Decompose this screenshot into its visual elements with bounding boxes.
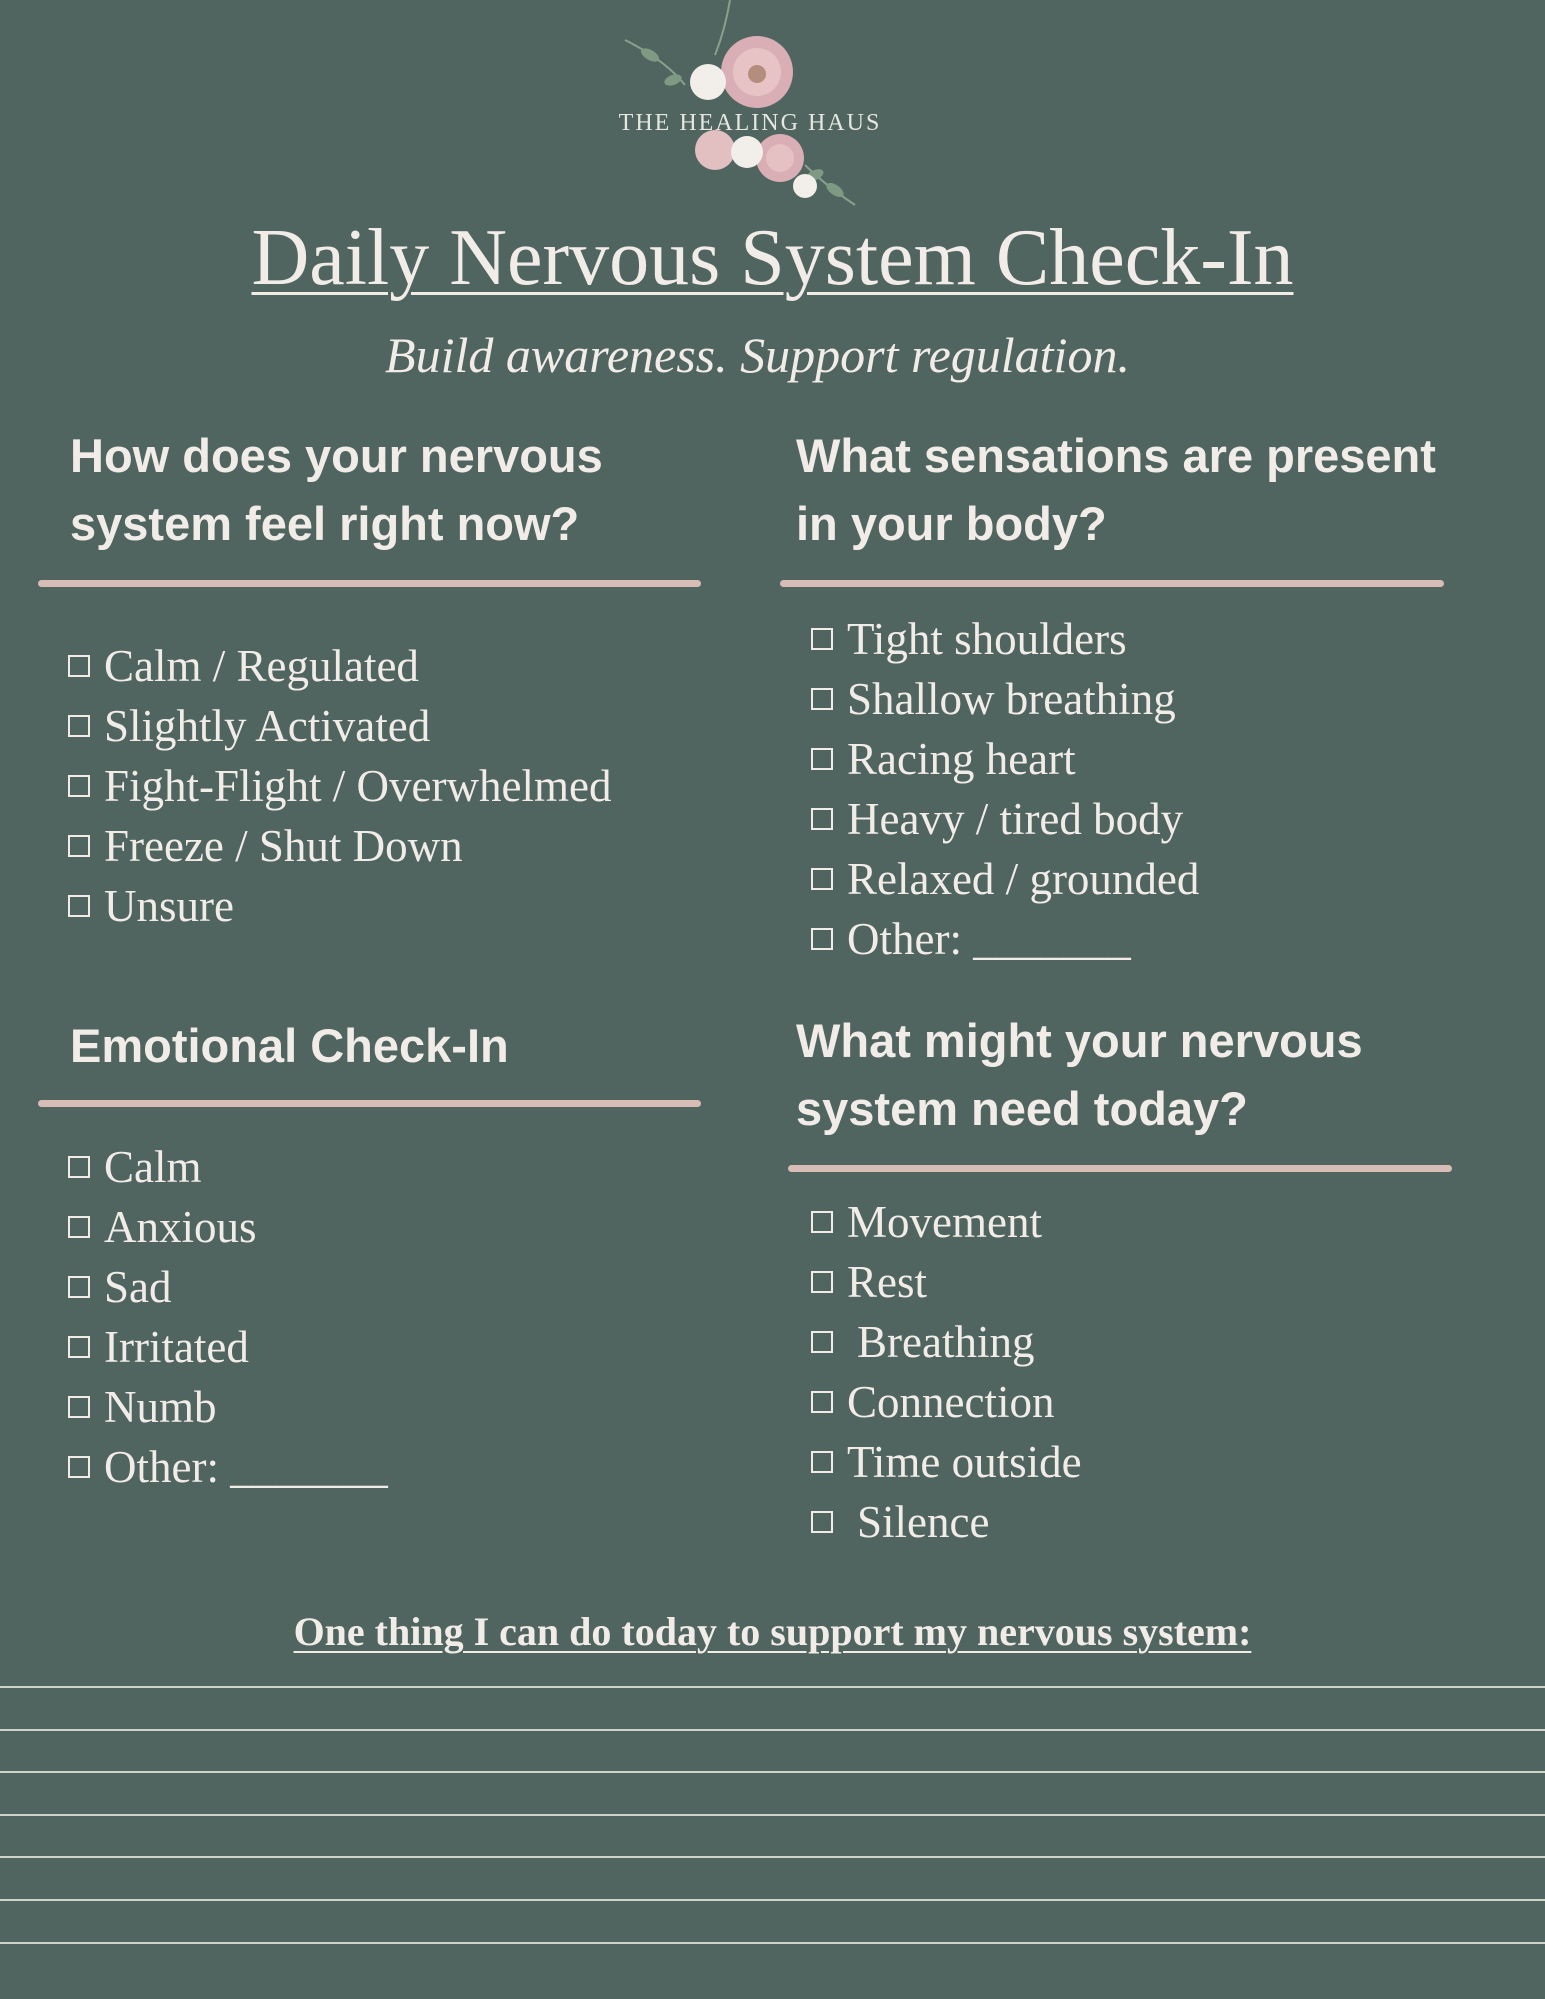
- checkbox-icon[interactable]: [811, 928, 833, 950]
- writing-line[interactable]: [0, 1771, 1545, 1773]
- checkbox-icon[interactable]: [68, 1456, 90, 1478]
- checkbox-item[interactable]: Sad: [66, 1257, 388, 1317]
- checkbox-item[interactable]: Unsure: [66, 876, 611, 936]
- checkbox-item[interactable]: Shallow breathing: [809, 669, 1199, 729]
- needs-heading: What might your nervous system need today?: [796, 1014, 1363, 1135]
- checkbox-icon[interactable]: [68, 1336, 90, 1358]
- checkbox-item[interactable]: Time outside: [809, 1432, 1082, 1492]
- checkbox-icon[interactable]: [68, 1276, 90, 1298]
- writing-line[interactable]: [0, 1729, 1545, 1731]
- checkbox-icon[interactable]: [68, 775, 90, 797]
- checkbox-item[interactable]: Movement: [809, 1192, 1082, 1252]
- brand-name: THE HEALING HAUS: [618, 110, 882, 136]
- needs-options: [809, 1192, 1082, 1552]
- checkbox-icon[interactable]: [68, 835, 90, 857]
- writing-line[interactable]: [0, 1942, 1545, 1944]
- checkbox-icon[interactable]: [811, 1451, 833, 1473]
- section-divider: [38, 580, 701, 587]
- checkbox-item[interactable]: Connection: [809, 1372, 1082, 1432]
- checkbox-icon[interactable]: [811, 868, 833, 890]
- writing-line[interactable]: [0, 1856, 1545, 1858]
- writing-line[interactable]: [0, 1686, 1545, 1688]
- checkbox-icon[interactable]: [68, 1396, 90, 1418]
- checkbox-icon[interactable]: [811, 748, 833, 770]
- emotional-options: [66, 1137, 388, 1497]
- checkbox-item[interactable]: Slightly Activated: [66, 696, 611, 756]
- checkbox-item[interactable]: Heavy / tired body: [809, 789, 1199, 849]
- checkbox-icon[interactable]: [811, 688, 833, 710]
- writing-line[interactable]: [0, 1899, 1545, 1901]
- checkbox-item[interactable]: Calm: [66, 1137, 388, 1197]
- checkbox-icon[interactable]: [811, 1391, 833, 1413]
- checkbox-icon[interactable]: [811, 1271, 833, 1293]
- checkbox-icon[interactable]: [68, 715, 90, 737]
- sensations-options: [809, 609, 1199, 969]
- sensations-heading: What sensations are present in your body?: [796, 429, 1436, 550]
- checkbox-item[interactable]: Anxious: [66, 1197, 388, 1257]
- checkbox-icon[interactable]: [68, 655, 90, 677]
- checkbox-icon[interactable]: [68, 1216, 90, 1238]
- support-prompt: One thing I can do today to support my nervous system:: [293, 1609, 1252, 1654]
- section-divider: [788, 1165, 1452, 1172]
- checkbox-item[interactable]: Tight shoulders: [809, 609, 1199, 669]
- checkbox-item[interactable]: Numb: [66, 1377, 388, 1437]
- section-divider: [780, 580, 1444, 587]
- checkbox-item[interactable]: Other: _______: [66, 1437, 388, 1497]
- checkbox-item[interactable]: Irritated: [66, 1317, 388, 1377]
- checkbox-icon[interactable]: [811, 808, 833, 830]
- checkbox-icon[interactable]: [811, 1211, 833, 1233]
- checkbox-icon[interactable]: [811, 628, 833, 650]
- checkbox-item[interactable]: Racing heart: [809, 729, 1199, 789]
- section-divider: [38, 1100, 701, 1107]
- checkbox-icon[interactable]: [68, 895, 90, 917]
- floral-logo-icon: [605, 0, 895, 215]
- checkbox-item[interactable]: Other: _______: [809, 909, 1199, 969]
- checkbox-item[interactable]: Freeze / Shut Down: [66, 816, 611, 876]
- page-subtitle: Build awareness. Support regulation.: [385, 327, 1130, 383]
- checkbox-item[interactable]: Silence: [809, 1492, 1082, 1552]
- checkbox-item[interactable]: Fight-Flight / Overwhelmed: [66, 756, 611, 816]
- checkbox-item[interactable]: Relaxed / grounded: [809, 849, 1199, 909]
- checkbox-icon[interactable]: [811, 1331, 833, 1353]
- checkbox-item[interactable]: Breathing: [809, 1312, 1082, 1372]
- checkbox-item[interactable]: Rest: [809, 1252, 1082, 1312]
- page-title: Daily Nervous System Check-In: [251, 214, 1294, 302]
- nervous-system-options: [66, 636, 611, 936]
- nervous-system-heading: How does your nervous system feel right now?: [70, 429, 603, 550]
- checkbox-icon[interactable]: [68, 1156, 90, 1178]
- checkbox-icon[interactable]: [811, 1511, 833, 1533]
- emotional-heading: Emotional Check-In: [70, 1019, 509, 1072]
- checkbox-item[interactable]: Calm / Regulated: [66, 636, 611, 696]
- writing-line[interactable]: [0, 1814, 1545, 1816]
